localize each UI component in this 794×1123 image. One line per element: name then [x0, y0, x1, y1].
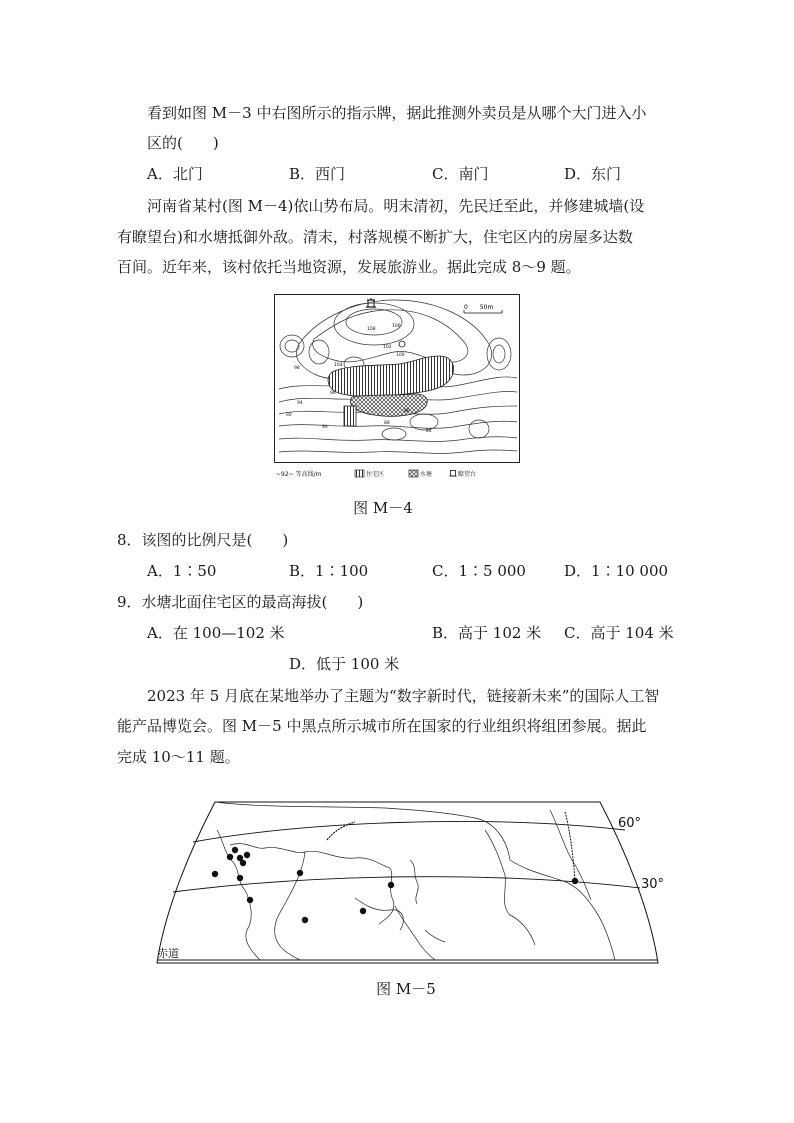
- legend-contour: ~92~ 等高线/m: [276, 471, 322, 478]
- passage3-line2: 能产品博览会。图 M－5 中黑点所示城市所在国家的行业组织将组团参展。据此: [117, 717, 647, 735]
- svg-text:84: 84: [426, 429, 432, 434]
- city-dot: [244, 852, 250, 858]
- city-dot: [247, 897, 253, 903]
- city-dot: [240, 860, 246, 866]
- legend-pond-swatch: [409, 470, 418, 477]
- city-dot: [232, 847, 238, 853]
- svg-text:90: 90: [322, 425, 328, 430]
- q7-stem-line2: 区的( ): [147, 134, 219, 152]
- figure5-caption: 图 M－5: [376, 980, 436, 998]
- svg-text:108: 108: [367, 327, 376, 332]
- q7-option-c: C．南门: [432, 165, 489, 183]
- legend-watchtower: 瞭望台: [458, 471, 477, 478]
- passage3-line1: 2023 年 5 月底在某地举办了主题为“数字新时代，链接新未来”的国际人工智: [147, 687, 660, 705]
- map-legend: [276, 470, 476, 478]
- city-dot: [297, 870, 303, 876]
- passage3-line3: 完成 10～11 题。: [117, 748, 240, 766]
- q9-option-d: D．低于 100 米: [289, 655, 400, 673]
- world-map-figure: [155, 800, 665, 966]
- svg-text:100: 100: [396, 353, 405, 358]
- svg-text:92: 92: [286, 413, 292, 418]
- legend-residential-swatch: [355, 470, 364, 477]
- q9-option-a: A．在 100—102 米: [147, 624, 285, 642]
- q7-option-d: D．东门: [564, 165, 622, 183]
- svg-text:102: 102: [383, 345, 392, 350]
- lat-30-label: 30°: [641, 877, 665, 892]
- q7-option-b: B．西门: [289, 165, 346, 183]
- residential-area-south: [344, 406, 356, 426]
- city-dot: [212, 871, 218, 877]
- svg-text:88: 88: [384, 421, 390, 426]
- city-dot: [360, 908, 366, 914]
- contour-map-figure: [274, 294, 520, 482]
- figure4-caption: 图 M－4: [353, 499, 413, 517]
- passage2-line2: 有瞭望台)和水塘抵御外敌。清末，村落规模不断扩大，住宅区内的房屋多达数: [117, 228, 633, 246]
- q8-option-c: C．1∶5 000: [432, 562, 526, 580]
- svg-text:104: 104: [334, 363, 343, 368]
- passage2-line3: 百间。近年来，该村依托当地资源，发展旅游业。据此完成 8～9 题。: [117, 258, 581, 276]
- lat-60-label: 60°: [618, 816, 642, 831]
- svg-text:106: 106: [392, 324, 401, 329]
- q8-option-b: B．1∶100: [289, 562, 369, 580]
- q8-stem: 8．该图的比例尺是( ): [117, 531, 289, 549]
- city-dot: [227, 854, 233, 860]
- svg-text:98: 98: [294, 366, 300, 371]
- city-dot: [572, 878, 578, 884]
- svg-text:0 50m: 0 50m: [464, 304, 494, 311]
- q7-stem-line1: 看到如图 M－3 中右图所示的指示牌，据此推测外卖员是从哪个大门进入小: [147, 104, 647, 122]
- city-dot: [388, 882, 394, 888]
- city-dot: [237, 875, 243, 881]
- q8-option-a: A．1∶50: [147, 562, 217, 580]
- q9-option-c: C．高于 104 米: [564, 624, 674, 642]
- q9-stem: 9．水塘北面住宅区的最高海拔( ): [117, 593, 364, 611]
- legend-watchtower-icon: [450, 471, 457, 477]
- city-dot: [302, 917, 308, 923]
- q8-option-d: D．1∶10 000: [564, 562, 669, 580]
- equator-label: 赤道: [157, 947, 179, 960]
- passage2-line1: 河南省某村(图 M－4)依山势布局。明末清初，先民迁至此，并修建城墙(设: [147, 197, 645, 215]
- q9-option-b: B．高于 102 米: [432, 624, 542, 642]
- legend-pond: 水塘: [420, 471, 433, 478]
- svg-text:94: 94: [297, 401, 303, 406]
- legend-residential: 住宅区: [366, 471, 385, 478]
- q7-option-a: A．北门: [147, 165, 203, 183]
- svg-text:86: 86: [404, 409, 410, 414]
- svg-text:96: 96: [330, 391, 336, 396]
